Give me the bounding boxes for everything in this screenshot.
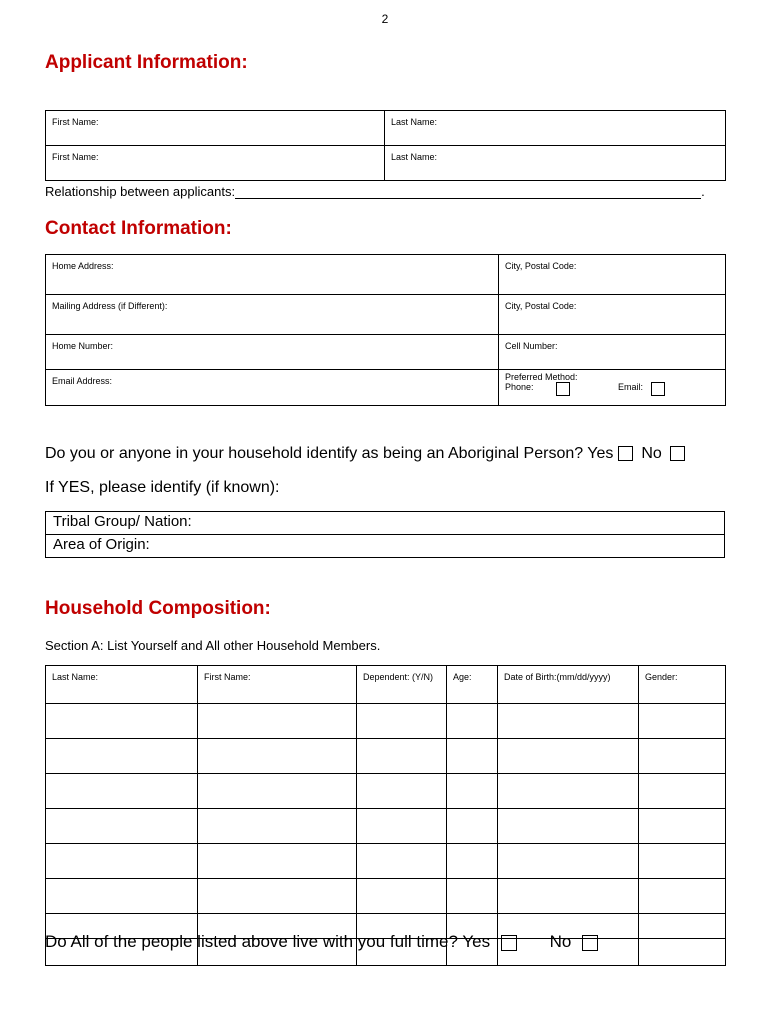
aboriginal-no-label: No (641, 445, 662, 462)
table-cell[interactable] (639, 844, 726, 879)
table-cell[interactable] (46, 809, 198, 844)
table-cell[interactable] (639, 914, 726, 939)
last-name-label: Last Name: (391, 152, 438, 162)
table-row (46, 739, 726, 774)
cell-number-label: Cell Number: (505, 341, 558, 351)
email-label: Email: (618, 382, 644, 392)
table-cell[interactable] (357, 704, 447, 739)
full-time-question: Do All of the people listed above live with you full time? (45, 932, 458, 951)
table-cell[interactable] (447, 879, 498, 914)
area-of-origin-label: Area of Origin: (53, 536, 150, 553)
full-time-no-label: No (549, 932, 572, 951)
applicant2-first-name-field[interactable] (46, 146, 385, 181)
full-time-yes-checkbox[interactable] (501, 935, 517, 951)
table-cell[interactable] (447, 774, 498, 809)
phone-checkbox[interactable] (556, 382, 570, 396)
first-name-label: First Name: (52, 117, 99, 127)
table-cell[interactable] (357, 844, 447, 879)
table-cell[interactable] (447, 809, 498, 844)
mailing-address-field[interactable] (46, 295, 499, 335)
col-dependent: Dependent: (Y/N) (357, 666, 447, 704)
table-cell[interactable] (639, 809, 726, 844)
table-cell[interactable] (447, 844, 498, 879)
table-cell[interactable] (498, 774, 639, 809)
city-postal-label: City, Postal Code: (505, 301, 577, 311)
table-row (46, 774, 726, 809)
email-address-label: Email Address: (52, 376, 113, 386)
table-cell[interactable] (46, 704, 198, 739)
table-cell[interactable] (498, 739, 639, 774)
table-cell[interactable] (46, 844, 198, 879)
table-cell[interactable] (498, 844, 639, 879)
applicant-table (45, 110, 726, 181)
email-address-field[interactable] (46, 370, 499, 406)
table-row (46, 704, 726, 739)
table-cell[interactable] (447, 704, 498, 739)
table-cell[interactable] (357, 739, 447, 774)
home-address-label: Home Address: (52, 261, 114, 271)
mailing-address-label: Mailing Address (if Different): (52, 301, 168, 311)
table-cell[interactable] (639, 879, 726, 914)
tribal-group-label: Tribal Group/ Nation: (53, 513, 192, 530)
aboriginal-yes-label: Yes (587, 445, 614, 462)
table-cell[interactable] (639, 939, 726, 966)
table-cell[interactable] (357, 774, 447, 809)
table-cell[interactable] (639, 704, 726, 739)
home-city-postal-field[interactable] (499, 255, 726, 295)
table-cell[interactable] (498, 704, 639, 739)
table-cell[interactable] (198, 879, 357, 914)
table-cell[interactable] (447, 739, 498, 774)
page-number: 2 (381, 12, 389, 26)
aboriginal-question-row (45, 445, 685, 463)
table-cell[interactable] (357, 879, 447, 914)
area-of-origin-field[interactable] (46, 535, 725, 558)
table-cell[interactable] (639, 739, 726, 774)
home-number-field[interactable] (46, 335, 499, 370)
table-cell[interactable] (198, 774, 357, 809)
full-time-no-checkbox[interactable] (582, 935, 598, 951)
applicant2-last-name-field[interactable] (385, 146, 726, 181)
aboriginal-no-checkbox[interactable] (670, 446, 685, 461)
table-cell[interactable] (46, 879, 198, 914)
full-time-yes-label: Yes (462, 932, 491, 951)
table-row (46, 844, 726, 879)
contact-heading: Contact Information: (45, 218, 232, 239)
table-cell[interactable] (198, 739, 357, 774)
table-cell[interactable] (46, 774, 198, 809)
col-last-name: Last Name: (46, 666, 198, 704)
relationship-end: . (701, 184, 705, 199)
city-postal-label: City, Postal Code: (505, 261, 577, 271)
col-date-of-birth: Date of Birth:(mm/dd/yyyy) (498, 666, 639, 704)
home-number-label: Home Number: (52, 341, 114, 351)
full-time-question-row (45, 932, 598, 952)
email-checkbox[interactable] (651, 382, 665, 396)
household-table (45, 665, 726, 966)
table-cell[interactable] (198, 704, 357, 739)
table-cell[interactable] (357, 809, 447, 844)
table-cell[interactable] (198, 844, 357, 879)
col-age: Age: (447, 666, 498, 704)
mailing-city-postal-field[interactable] (499, 295, 726, 335)
table-cell[interactable] (498, 809, 639, 844)
applicant-heading: Applicant Information: (45, 52, 248, 73)
table-cell[interactable] (198, 809, 357, 844)
table-row (46, 879, 726, 914)
first-name-label: First Name: (52, 152, 99, 162)
preferred-method-label: Preferred Method: (505, 372, 578, 382)
aboriginal-yes-checkbox[interactable] (618, 446, 633, 461)
contact-table (45, 254, 726, 406)
household-header-row (46, 666, 726, 704)
relationship-row (45, 184, 705, 199)
table-row (46, 809, 726, 844)
section-a-text: Section A: List Yourself and All other Household Members. (45, 638, 381, 653)
tribal-table (45, 511, 725, 558)
tribal-group-field[interactable] (46, 512, 725, 535)
relationship-label: Relationship between applicants: (45, 184, 236, 199)
last-name-label: Last Name: (391, 117, 438, 127)
cell-number-field[interactable] (499, 335, 726, 370)
preferred-method-cell (499, 370, 726, 406)
table-cell[interactable] (498, 879, 639, 914)
if-yes-text: If YES, please identify (if known): (45, 479, 280, 496)
relationship-input-line[interactable] (235, 185, 701, 199)
phone-label: Phone: (505, 382, 534, 392)
applicant1-first-name-field[interactable] (46, 111, 385, 146)
home-address-field[interactable] (46, 255, 499, 295)
aboriginal-question: Do you or anyone in your household identify as being an Aboriginal Person? (45, 445, 584, 462)
table-cell[interactable] (639, 774, 726, 809)
household-heading: Household Composition: (45, 598, 271, 619)
col-gender: Gender: (639, 666, 726, 704)
col-first-name: First Name: (198, 666, 357, 704)
table-cell[interactable] (46, 739, 198, 774)
applicant1-last-name-field[interactable] (385, 111, 726, 146)
